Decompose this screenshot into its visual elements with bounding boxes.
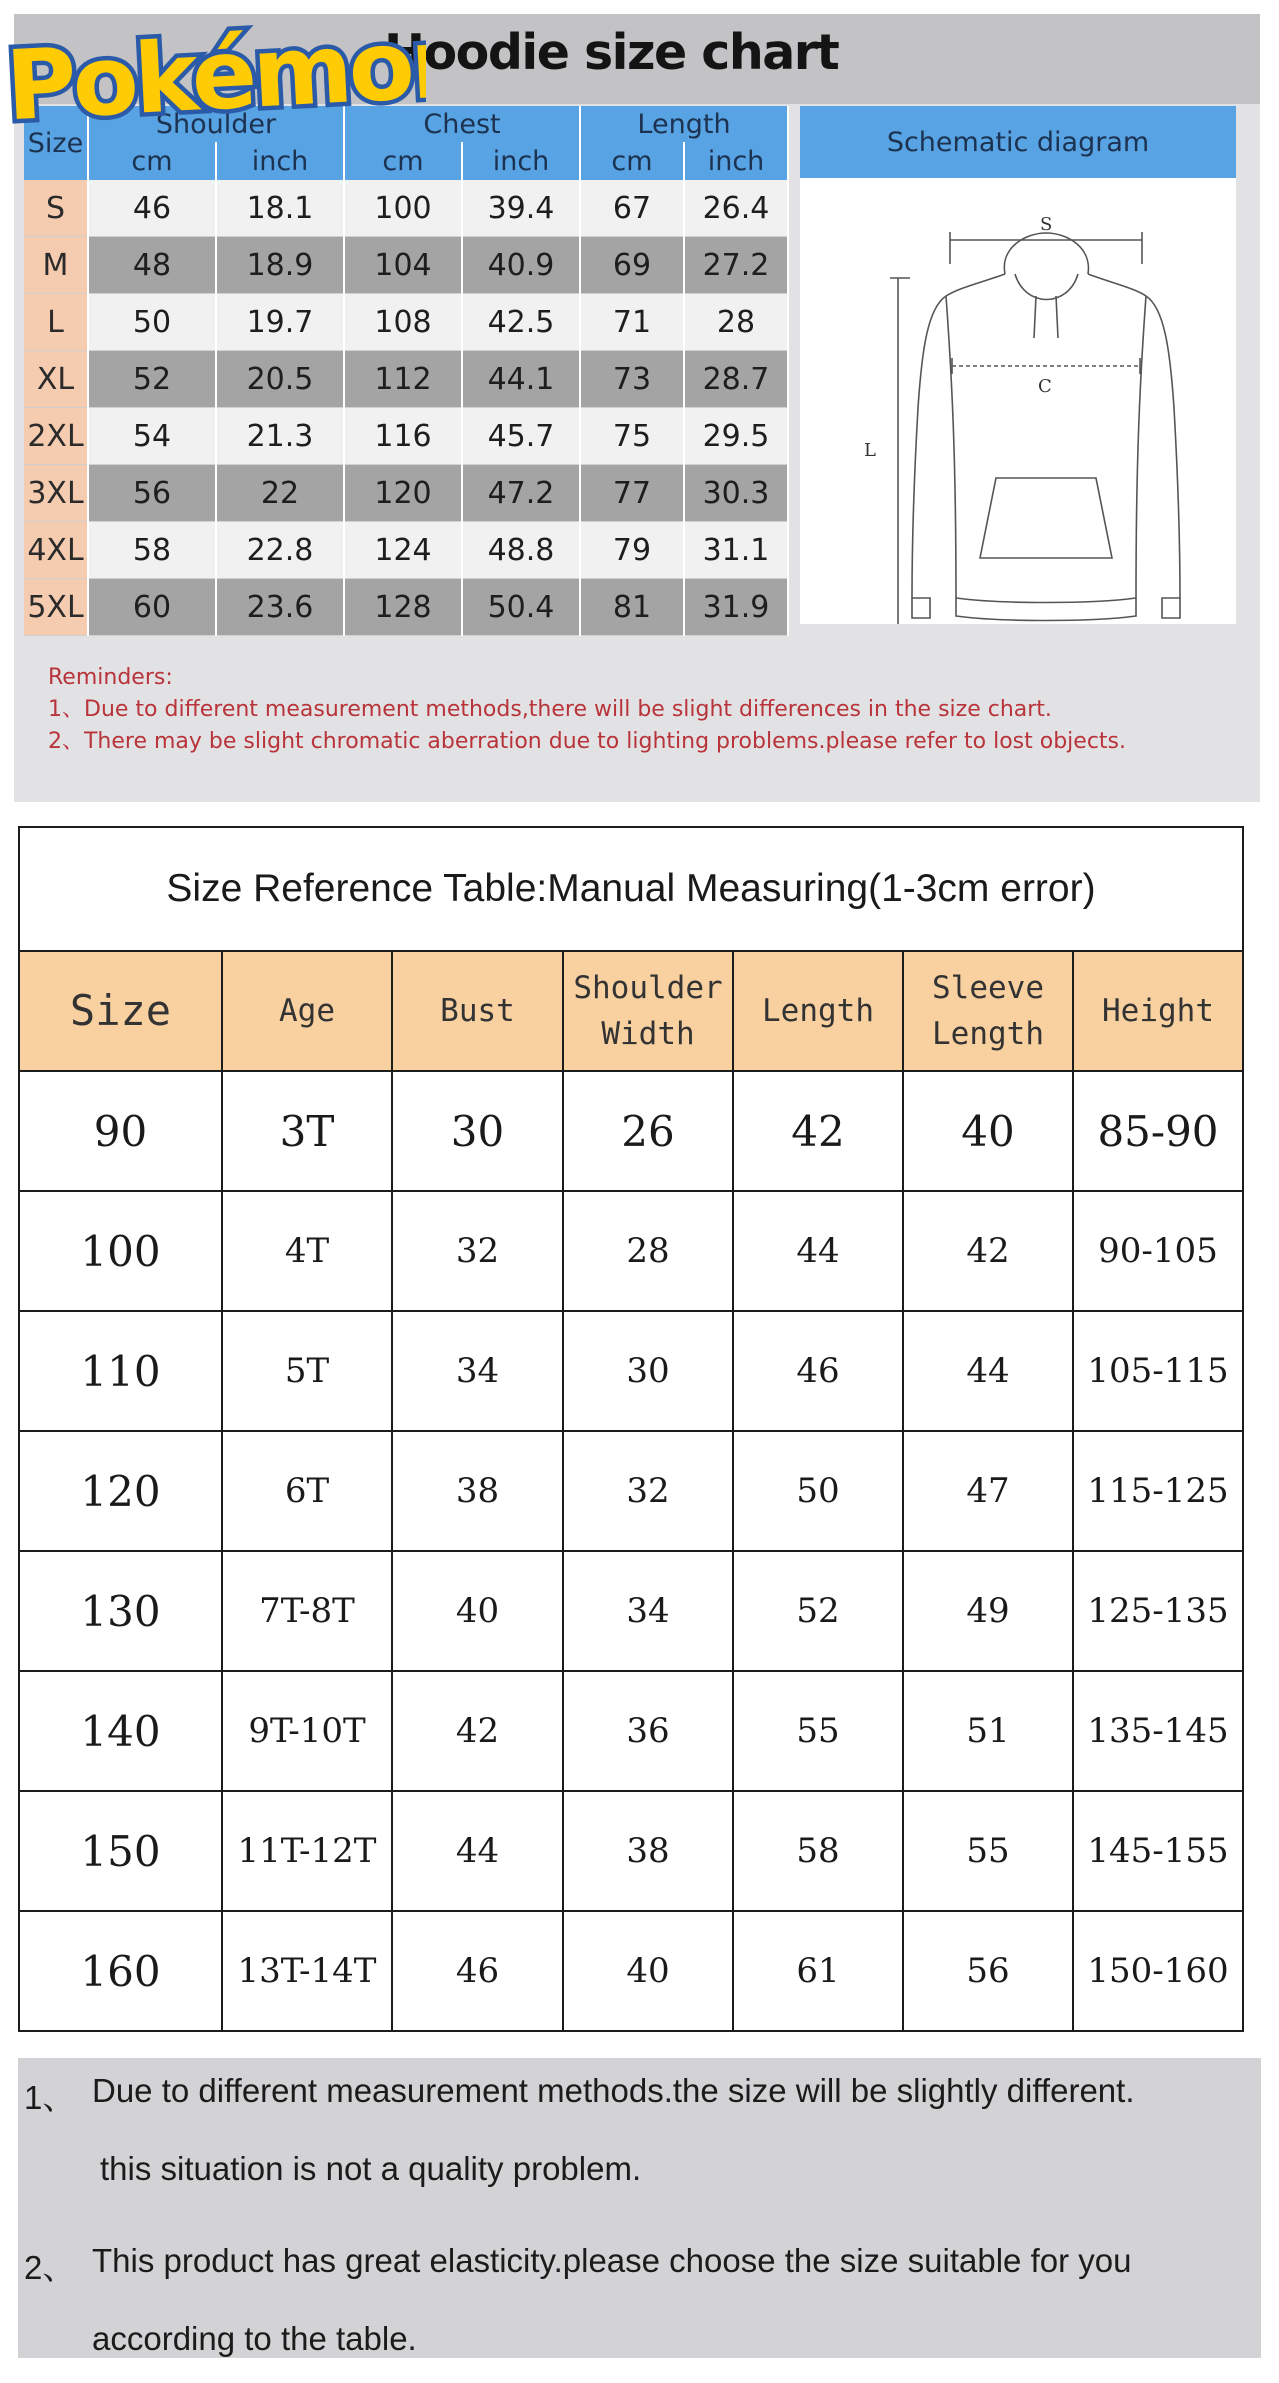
reference-cell: 55 [903,1791,1073,1911]
reference-cell: 150 [19,1791,222,1911]
size-label: 2XL [24,408,88,465]
measurement-cell: 47.2 [462,465,580,522]
reference-cell: 4T [222,1191,392,1311]
hoodie-size-table [24,106,789,636]
reminders-title: Reminders: [48,665,173,690]
measurement-cell: 116 [344,408,462,465]
reference-cell: 55 [733,1671,903,1791]
measurement-cell: 39.4 [462,180,580,237]
measurement-cell: 44.1 [462,351,580,408]
reference-cell: 110 [19,1311,222,1431]
reference-cell: 47 [903,1431,1073,1551]
measurement-cell: 28.7 [684,351,788,408]
reminder-2: 2、There may be slight chromatic aberration due to lighting problems.please refer to lost objects. [48,729,1126,754]
reference-cell: 9T-10T [222,1671,392,1791]
header-line: Size [69,986,172,1035]
reminders [48,662,1248,758]
note-2-line-2: according to the table. [92,2320,417,2357]
measurement-cell: 40.9 [462,237,580,294]
diagram-label-s: S [1040,214,1053,235]
measurement-cell: 67 [580,180,684,237]
header-line: Sleeve [932,970,1044,1006]
reference-cell: 7T-8T [222,1551,392,1671]
reference-cell: 46 [733,1311,903,1431]
reference-column-header [392,951,563,1071]
reference-column-header [563,951,733,1071]
reference-cell: 90 [19,1071,222,1191]
size-row [24,465,788,522]
reference-header-row [19,951,1243,1071]
measurement-cell: 120 [344,465,462,522]
reference-cell: 32 [392,1191,563,1311]
reference-cell: 13T-14T [222,1911,392,2031]
reference-cell: 26 [563,1071,733,1191]
hoodie-schematic [800,178,1236,624]
measurement-cell: 73 [580,351,684,408]
notes-box [18,2058,1261,2358]
chart-title: Hoodie size chart [384,24,839,81]
reference-cell: 49 [903,1551,1073,1671]
reference-cell: 6T [222,1431,392,1551]
reference-column-header [222,951,392,1071]
reference-cell: 145-155 [1073,1791,1243,1911]
reference-cell: 90-105 [1073,1191,1243,1311]
reference-row [19,1791,1243,1911]
size-label: M [24,237,88,294]
header-line: Shoulder [573,970,723,1006]
measurement-cell: 26.4 [684,180,788,237]
size-row [24,294,788,351]
pokemon-logo [0,0,426,156]
measurement-cell: 18.9 [216,237,344,294]
unit-label: inch [462,142,580,180]
reference-cell: 34 [563,1551,733,1671]
size-row [24,351,788,408]
measurement-cell: 48 [88,237,216,294]
measurement-cell: 108 [344,294,462,351]
reference-cell: 5T [222,1311,392,1431]
reference-cell: 46 [392,1911,563,2031]
measurement-cell: 104 [344,237,462,294]
reference-column-header [903,951,1073,1071]
measurement-cell: 81 [580,579,684,636]
measurement-cell: 22.8 [216,522,344,579]
reference-cell: 42 [392,1671,563,1791]
size-label: 4XL [24,522,88,579]
measurement-cell: 52 [88,351,216,408]
measurement-cell: 21.3 [216,408,344,465]
measurement-cell: 29.5 [684,408,788,465]
reference-cell: 135-145 [1073,1671,1243,1791]
measurement-cell: 48.8 [462,522,580,579]
size-row [24,579,788,636]
diagram-label-l: L [864,440,876,461]
reference-cell: 40 [392,1551,563,1671]
measurement-cell: 30.3 [684,465,788,522]
reference-cell: 28 [563,1191,733,1311]
reference-cell: 40 [563,1911,733,2031]
header-line: Width [601,1016,695,1052]
measurement-cell: 45.7 [462,408,580,465]
reference-cell: 100 [19,1191,222,1311]
reference-cell: 51 [903,1671,1073,1791]
reference-row [19,1911,1243,2031]
reference-cell: 58 [733,1791,903,1911]
reference-cell: 44 [392,1791,563,1911]
measurement-cell: 71 [580,294,684,351]
reference-cell: 105-115 [1073,1311,1243,1431]
size-label: L [24,294,88,351]
reference-cell: 56 [903,1911,1073,2031]
measurement-cell: 112 [344,351,462,408]
measurement-cell: 18.1 [216,180,344,237]
reference-cell: 32 [563,1431,733,1551]
reference-cell: 3T [222,1071,392,1191]
measurement-cell: 69 [580,237,684,294]
reference-cell: 115-125 [1073,1431,1243,1551]
unit-label: cm [580,142,684,180]
unit-label: cm [344,142,462,180]
reference-cell: 42 [733,1071,903,1191]
measurement-cell: 28 [684,294,788,351]
measurement-cell: 77 [580,465,684,522]
reference-row [19,1431,1243,1551]
reference-cell: 140 [19,1671,222,1791]
note-2-line-1: This product has great elasticity.please choose the size suitable for you [92,2242,1132,2279]
reference-column-header [19,951,222,1071]
measurement-cell: 79 [580,522,684,579]
measurement-cell: 23.6 [216,579,344,636]
size-label: XL [24,351,88,408]
measurement-cell: 50 [88,294,216,351]
reference-cell: 38 [392,1431,563,1551]
reference-column-header [1073,951,1243,1071]
unit-label: cm [88,142,216,180]
reference-cell: 40 [903,1071,1073,1191]
reference-row [19,1311,1243,1431]
header-line: Length [762,993,874,1029]
size-row [24,180,788,237]
reference-cell: 44 [733,1191,903,1311]
reference-cell: 34 [392,1311,563,1431]
measurement-cell: 31.1 [684,522,788,579]
measurement-cell: 27.2 [684,237,788,294]
diagram-label-c: C [1038,376,1052,397]
note-2-number: 2、 [24,2249,76,2286]
reference-row [19,1671,1243,1791]
reference-cell: 125-135 [1073,1551,1243,1671]
note-1-line-2: this situation is not a quality problem. [100,2150,642,2187]
measurement-cell: 31.9 [684,579,788,636]
measurement-cell: 19.7 [216,294,344,351]
size-reference-table [18,826,1244,2032]
unit-label: inch [684,142,788,180]
measurement-cell: 58 [88,522,216,579]
header-line: Bust [440,993,515,1029]
measurement-cell: 42.5 [462,294,580,351]
reference-cell: 120 [19,1431,222,1551]
size-row [24,408,788,465]
reference-cell: 85-90 [1073,1071,1243,1191]
measurement-cell: 124 [344,522,462,579]
logo-text: Pokémon [3,5,426,143]
hoodie-diagram-icon [800,178,1236,624]
reference-cell: 30 [392,1071,563,1191]
reference-cell: 130 [19,1551,222,1671]
measurement-cell: 20.5 [216,351,344,408]
schematic-diagram-header: Schematic diagram [800,106,1236,178]
reference-cell: 150-160 [1073,1911,1243,2031]
pokemon-logo-icon [0,0,426,156]
measurement-cell: 100 [344,180,462,237]
reference-cell: 52 [733,1551,903,1671]
chest-header: Chest [344,106,580,142]
measurement-cell: 22 [216,465,344,522]
reference-cell: 42 [903,1191,1073,1311]
size-row [24,237,788,294]
header-line: Height [1102,993,1214,1029]
note-1-number: 1、 [24,2079,76,2116]
size-label: 3XL [24,465,88,522]
size-column-header: Size [24,106,88,180]
header-line: Length [932,1016,1044,1052]
measurement-cell: 60 [88,579,216,636]
measurement-cell: 128 [344,579,462,636]
reference-row [19,1191,1243,1311]
size-label: S [24,180,88,237]
measurement-cell: 75 [580,408,684,465]
unit-label: inch [216,142,344,180]
reference-cell: 160 [19,1911,222,2031]
note-1-line-1: Due to different measurement methods.the size will be slightly different. [92,2072,1135,2109]
reference-cell: 30 [563,1311,733,1431]
reference-column-header [733,951,903,1071]
measurement-cell: 46 [88,180,216,237]
reference-cell: 50 [733,1431,903,1551]
reference-cell: 44 [903,1311,1073,1431]
reference-table-title: Size Reference Table:Manual Measuring(1-3cm error) [19,827,1243,951]
length-header: Length [580,106,788,142]
size-row [24,522,788,579]
reference-row [19,1551,1243,1671]
measurement-cell: 54 [88,408,216,465]
measurement-cell: 56 [88,465,216,522]
size-label: 5XL [24,579,88,636]
reference-cell: 11T-12T [222,1791,392,1911]
reference-cell: 36 [563,1671,733,1791]
shoulder-header: Shoulder [88,106,344,142]
reference-row [19,1071,1243,1191]
measurement-cell: 50.4 [462,579,580,636]
header-line: Age [279,993,335,1029]
reference-cell: 61 [733,1911,903,2031]
reminder-1: 1、Due to different measurement methods,there will be slight differences in the size chart. [48,697,1052,722]
reference-cell: 38 [563,1791,733,1911]
